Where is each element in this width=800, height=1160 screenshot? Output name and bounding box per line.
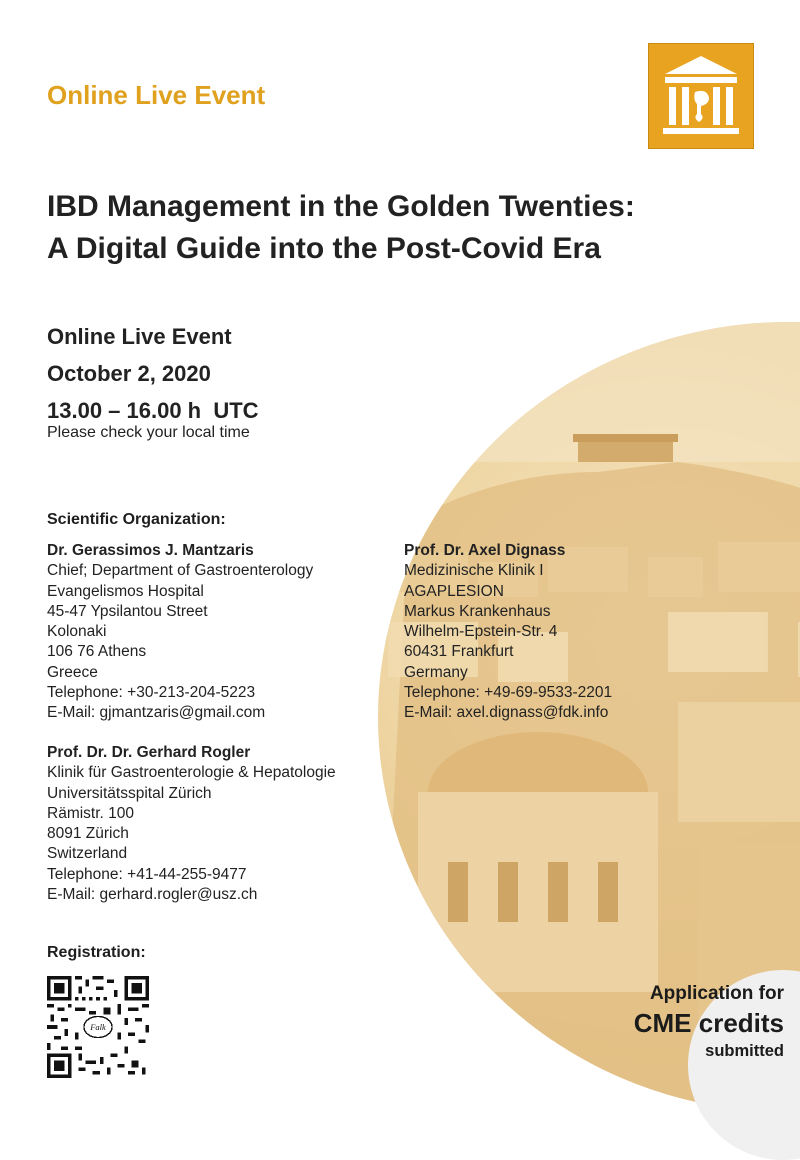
event-date: October 2, 2020 [47, 361, 211, 386]
kicker-heading: Online Live Event [47, 80, 266, 110]
contact-rogler [47, 743, 336, 905]
title-line-2: A Digital Guide into the Post-Covid Era [47, 232, 601, 265]
greek-temple-logo-icon [648, 43, 754, 149]
contact-line: 45-47 Ypsilantou Street [47, 602, 208, 620]
event-title [47, 186, 767, 270]
local-time-note: Please check your local time [47, 424, 250, 441]
contact-name: Dr. Gerassimos J. Mantzaris [47, 542, 254, 559]
contact-email: E-Mail: axel.dignass@fdk.info [404, 704, 609, 722]
contact-email: E-Mail: gjmantzaris@gmail.com [47, 704, 266, 722]
cme-line-1: Application for [649, 983, 784, 1004]
scientific-organization-heading: Scientific Organization: [47, 511, 226, 528]
contact-line: Klinik für Gastroenterologie & Hepatologie [47, 764, 336, 782]
contact-line: Universitätsspital Zürich [47, 784, 212, 802]
contact-mantzaris [47, 541, 313, 724]
qr-center-logo-text: Falk [90, 1021, 106, 1032]
contact-phone: Telephone: +41-44-255-9477 [47, 865, 247, 883]
event-time: 13.00 – 16.00 h UTC [47, 398, 259, 423]
contact-line: Switzerland [47, 845, 128, 863]
contact-line: Kolonaki [47, 623, 107, 641]
contact-line: Germany [404, 663, 468, 681]
contact-line: 8091 Zürich [47, 825, 129, 843]
title-line-1: IBD Management in the Golden Twenties: [47, 190, 635, 223]
qr-code-icon[interactable] [47, 976, 149, 1078]
contact-line: AGAPLESION [404, 582, 504, 600]
contact-dignass [404, 541, 612, 724]
registration-heading: Registration: [47, 944, 146, 961]
cme-line-3: submitted [705, 1042, 784, 1060]
contact-line: 60431 Frankfurt [404, 643, 514, 661]
cme-line-2: CME credits [633, 1008, 784, 1038]
contact-line: Medizinische Klinik I [404, 562, 544, 580]
contact-phone: Telephone: +49-69-9533-2201 [404, 684, 613, 702]
contact-line: Markus Krankenhaus [404, 602, 551, 620]
contact-name: Prof. Dr. Axel Dignass [404, 542, 566, 559]
contact-line: Wilhelm-Epstein-Str. 4 [404, 623, 558, 641]
contact-email: E-Mail: gerhard.rogler@usz.ch [47, 886, 258, 904]
contact-line: 106 76 Athens [47, 643, 147, 661]
contact-line: Rämistr. 100 [47, 804, 135, 822]
event-details [47, 318, 259, 429]
event-type: Online Live Event [47, 324, 232, 349]
contact-line: Chief; Department of Gastroenterology [47, 562, 314, 580]
contact-name: Prof. Dr. Dr. Gerhard Rogler [47, 744, 251, 761]
contact-line: Greece [47, 663, 98, 681]
contact-line: Evangelismos Hospital [47, 582, 204, 600]
contact-phone: Telephone: +30-213-204-5223 [47, 684, 256, 702]
